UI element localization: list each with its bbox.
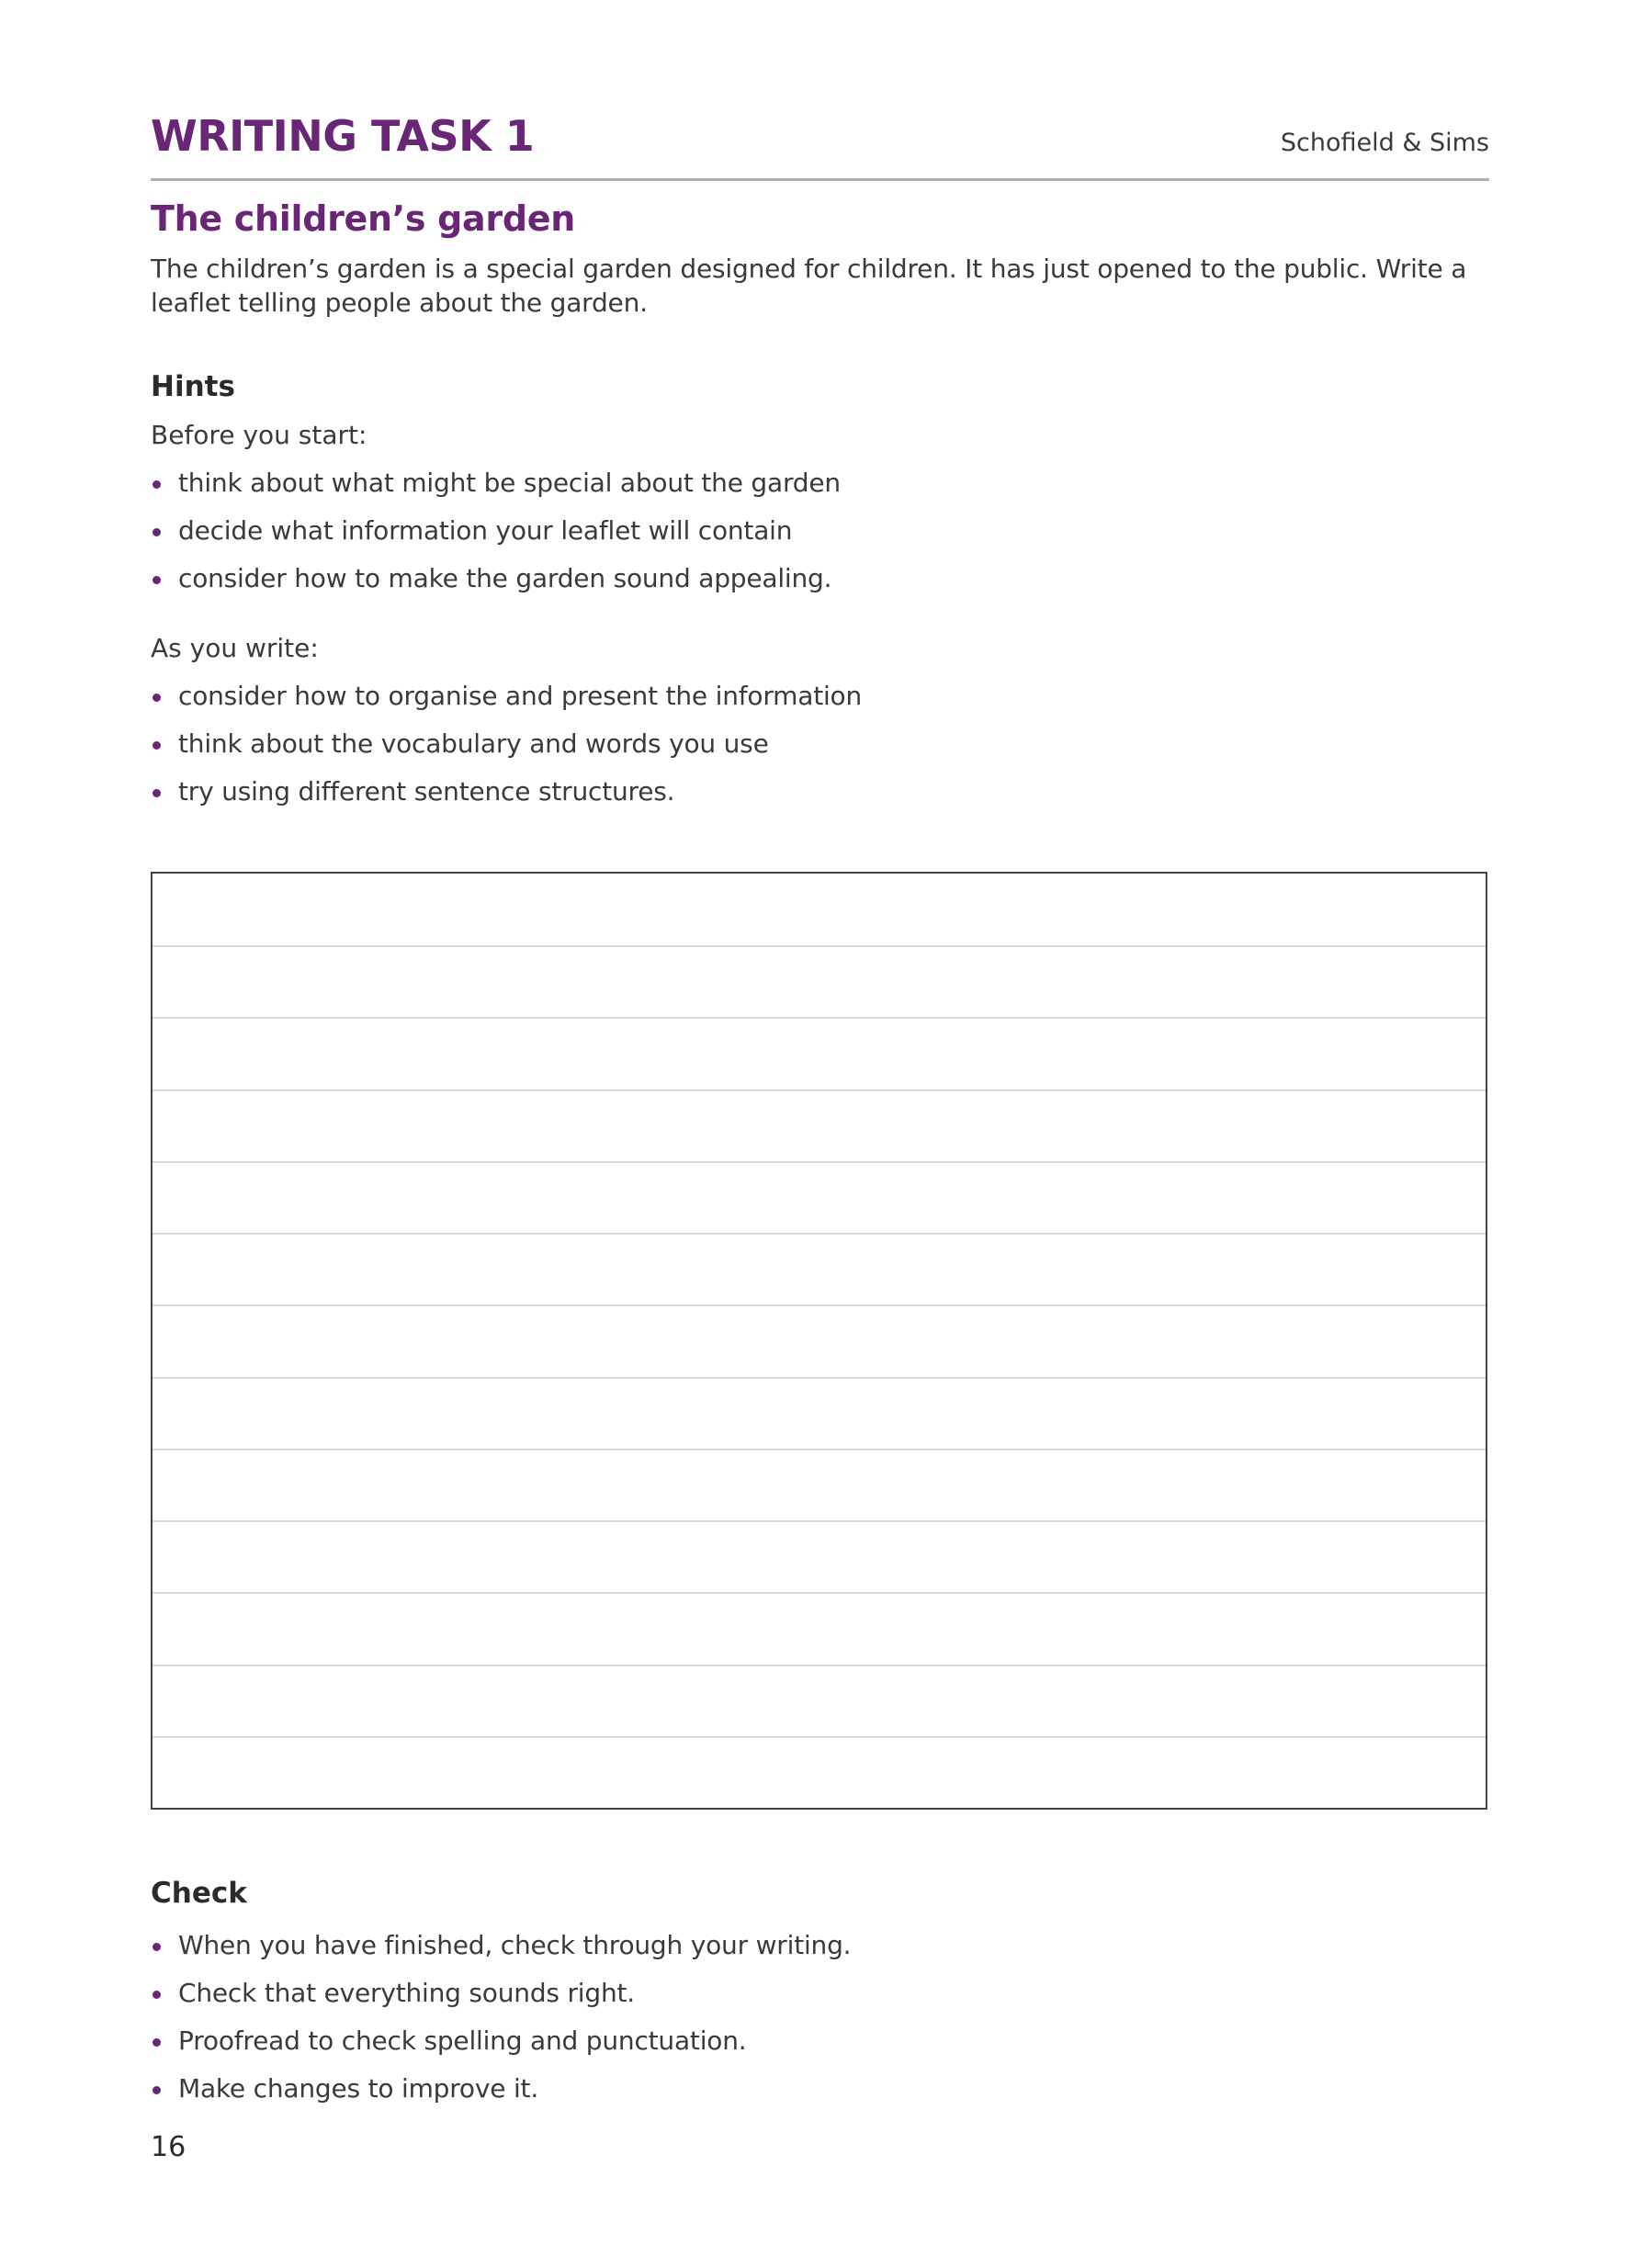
check-list bbox=[151, 1922, 851, 2113]
list-item-text: consider how to make the garden sound appealing. bbox=[178, 563, 832, 593]
page-number: 16 bbox=[151, 2131, 187, 2163]
bullet-icon bbox=[153, 2086, 161, 2094]
bullet-icon bbox=[153, 576, 161, 584]
before-you-start-list bbox=[151, 459, 841, 603]
writing-line bbox=[153, 1592, 1486, 1594]
list-item-text: Check that everything sounds right. bbox=[178, 1978, 635, 2008]
list-item bbox=[151, 1922, 851, 1969]
task-intro: The children’s garden is a special garden designed for children. It has just opened to the public. Write a leaflet telling people about the garden. bbox=[151, 254, 1467, 318]
as-you-write-label: As you write: bbox=[151, 633, 319, 663]
writing-line bbox=[153, 945, 1486, 947]
page-header bbox=[151, 108, 1489, 181]
bullet-icon bbox=[153, 480, 161, 489]
writing-area[interactable] bbox=[151, 872, 1487, 1810]
writing-line bbox=[153, 1736, 1486, 1738]
writing-line bbox=[153, 1161, 1486, 1163]
writing-line bbox=[153, 1304, 1486, 1306]
as-you-write-list bbox=[151, 672, 862, 816]
publisher-name: Schofield & Sims bbox=[1280, 129, 1489, 157]
list-item-text: decide what information your leaflet will contain bbox=[178, 515, 793, 546]
bullet-icon bbox=[153, 694, 161, 702]
writing-line bbox=[153, 1089, 1486, 1091]
bullet-icon bbox=[153, 1943, 161, 1951]
writing-line bbox=[153, 1233, 1486, 1235]
writing-line bbox=[153, 1449, 1486, 1450]
bullet-icon bbox=[153, 741, 161, 750]
check-heading: Check bbox=[151, 1877, 247, 1910]
writing-line bbox=[153, 1377, 1486, 1379]
writing-line bbox=[153, 1664, 1486, 1666]
list-item bbox=[151, 459, 841, 507]
before-you-start-label: Before you start: bbox=[151, 420, 367, 450]
task-title: WRITING TASK 1 bbox=[151, 111, 535, 161]
list-item bbox=[151, 555, 841, 603]
writing-line bbox=[153, 1520, 1486, 1522]
list-item-text: think about what might be special about the garden bbox=[178, 468, 841, 498]
hints-heading: Hints bbox=[151, 370, 235, 403]
task-heading: The children’s garden bbox=[151, 198, 575, 239]
bullet-icon bbox=[153, 789, 161, 797]
list-item-text: think about the vocabulary and words you use bbox=[178, 728, 769, 759]
list-item-text: Make changes to improve it. bbox=[178, 2073, 539, 2104]
bullet-icon bbox=[153, 2038, 161, 2047]
list-item bbox=[151, 2017, 851, 2065]
list-item bbox=[151, 672, 862, 720]
list-item bbox=[151, 720, 862, 768]
list-item-text: try using different sentence structures. bbox=[178, 776, 675, 807]
bullet-icon bbox=[153, 528, 161, 536]
list-item bbox=[151, 507, 841, 555]
list-item bbox=[151, 1969, 851, 2017]
list-item bbox=[151, 2065, 851, 2113]
list-item bbox=[151, 768, 862, 816]
list-item-text: When you have finished, check through your writing. bbox=[178, 1930, 852, 1960]
bullet-icon bbox=[153, 1991, 161, 1999]
writing-line bbox=[153, 1017, 1486, 1019]
list-item-text: consider how to organise and present the information bbox=[178, 681, 863, 711]
list-item-text: Proofread to check spelling and punctuation. bbox=[178, 2025, 747, 2056]
